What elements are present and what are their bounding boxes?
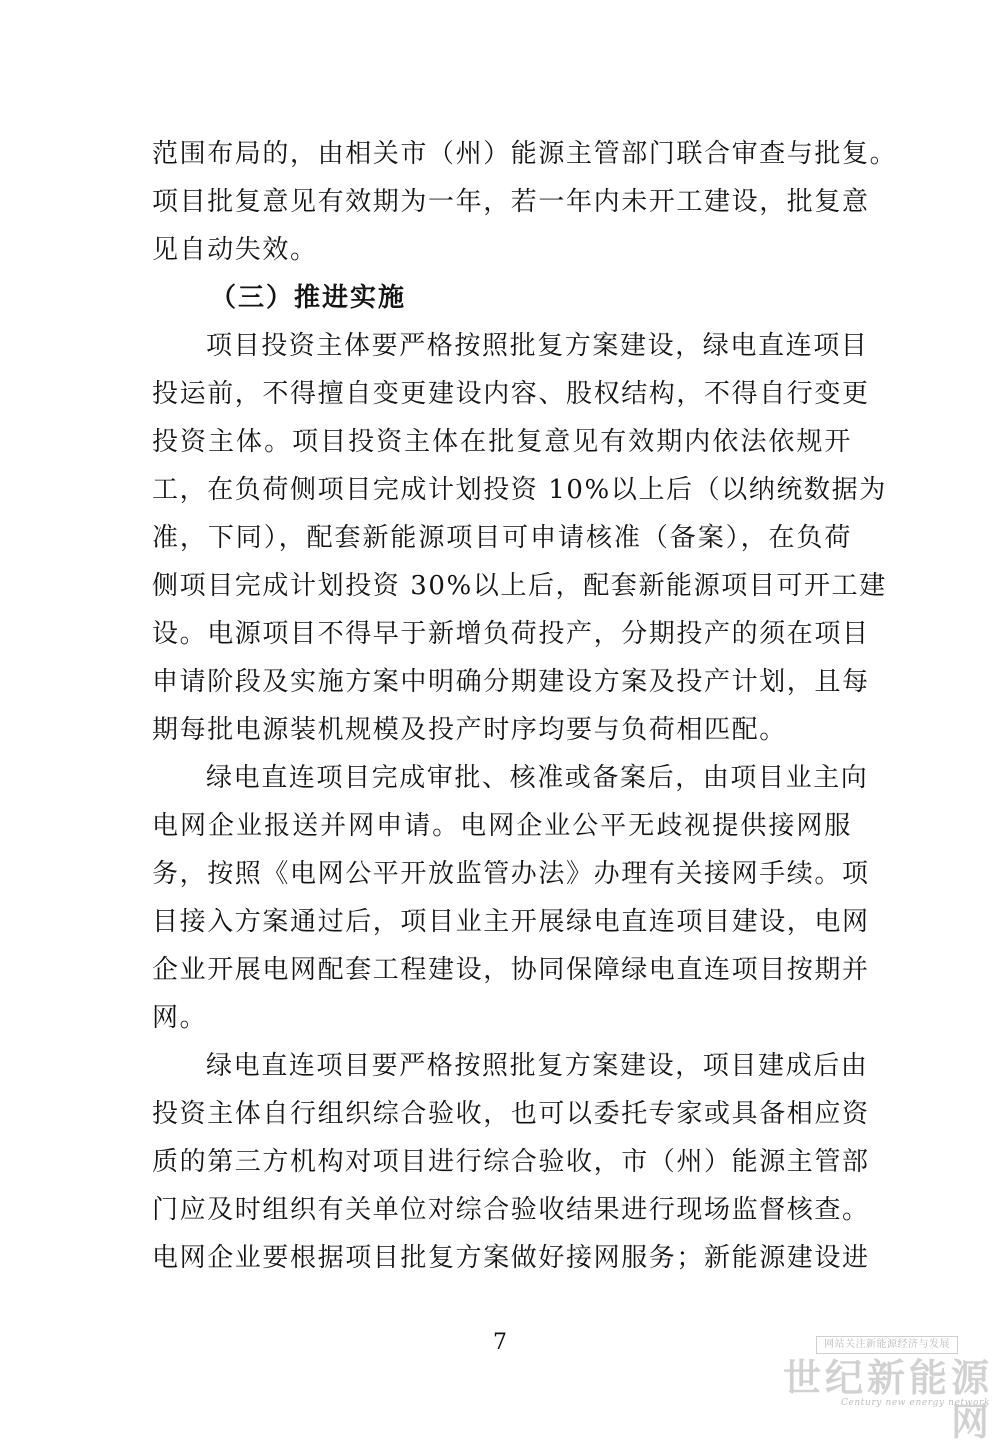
section-heading: （三）推进实施	[210, 283, 407, 313]
text-line: 期每批电源装机规模及投产时序均要与负荷相匹配。	[152, 715, 787, 745]
text-line: 目接入方案通过后，项目业主开展绿电直连项目建设，电网	[152, 907, 870, 937]
text-line: 投资主体。项目投资主体在批复意见有效期内依法依规开	[152, 427, 852, 457]
page-number: 7	[493, 1330, 507, 1355]
text-line: 项目批复意见有效期为一年，若一年内未开工建设，批复意	[152, 187, 870, 217]
text-line: 门应及时组织有关单位对综合验收结果进行现场监督核查。	[152, 1195, 870, 1225]
watermark-logo: 世纪新能源网	[782, 1355, 993, 1444]
text-line: 投运前，不得擅自变更建设内容、股权结构，不得自行变更	[152, 379, 870, 409]
text-line: 网。	[152, 1003, 208, 1033]
text-line: 项目投资主体要严格按照批复方案建设，绿电直连项目	[206, 331, 869, 361]
text-line: 见自动失效。	[152, 235, 318, 265]
text-line: 企业开展电网配套工程建设，协同保障绿电直连项目按期并	[152, 955, 870, 985]
text-line: 范围布局的，由相关市（州）能源主管部门联合审查与批复。	[152, 139, 898, 169]
text-line: 务，按照《电网公平开放监管办法》办理有关接网手续。项	[152, 859, 870, 889]
text-line: 申请阶段及实施方案中明确分期建设方案及投产计划，且每	[152, 667, 870, 697]
text-line: 绿电直连项目要严格按照批复方案建设，项目建成后由	[206, 1051, 869, 1081]
text-line: 电网企业报送并网申请。电网企业公平无歧视提供接网服	[152, 811, 852, 841]
text-line: 绿电直连项目完成审批、核准或备案后，由项目业主向	[206, 763, 869, 793]
watermark-english: Century new energy network	[840, 1398, 990, 1408]
text-line: 设。电源项目不得早于新增负荷投产，分期投产的须在项目	[152, 619, 870, 649]
text-line: 准，下同），配套新能源项目可申请核准（备案），在负荷	[152, 523, 852, 553]
text-line: 工，在负荷侧项目完成计划投资 10%以上后（以纳统数据为	[152, 475, 887, 505]
text-line: 侧项目完成计划投资 30%以上后，配套新能源项目可开工建	[152, 571, 887, 601]
watermark-tagline: 网站关注新能源经济与发展	[816, 1336, 958, 1354]
text-line: 质的第三方机构对项目进行综合验收，市（州）能源主管部	[152, 1147, 870, 1177]
text-line: 电网企业要根据项目批复方案做好接网服务；新能源建设进	[152, 1243, 870, 1273]
text-line: 投资主体自行组织综合验收，也可以委托专家或具备相应资	[152, 1099, 870, 1129]
